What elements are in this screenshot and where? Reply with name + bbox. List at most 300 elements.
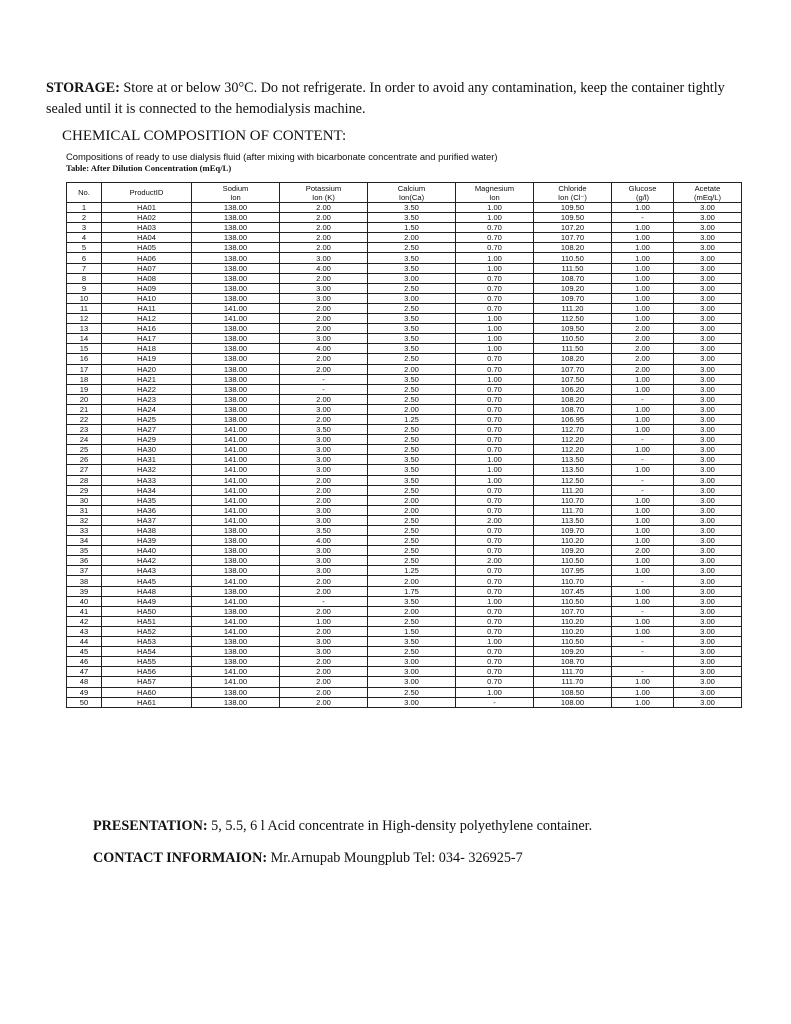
header-acetate xyxy=(674,183,742,203)
cell-potassium: 2.00 xyxy=(280,203,368,213)
cell-sodium: 141.00 xyxy=(192,455,280,465)
cell-sodium: 138.00 xyxy=(192,263,280,273)
cell-magnesium: 1.00 xyxy=(456,687,534,697)
cell-acetate: 3.00 xyxy=(674,606,742,616)
cell-glucose: 1.00 xyxy=(612,596,674,606)
cell-acetate: 3.00 xyxy=(674,526,742,536)
cell-product-id: HA07 xyxy=(102,263,192,273)
cell-magnesium: 0.70 xyxy=(456,526,534,536)
cell-chloride: 106.20 xyxy=(534,384,612,394)
cell-no: 46 xyxy=(67,657,102,667)
cell-glucose: 1.00 xyxy=(612,243,674,253)
cell-chloride: 107.20 xyxy=(534,223,612,233)
cell-acetate: 3.00 xyxy=(674,455,742,465)
cell-calcium: 2.50 xyxy=(368,394,456,404)
cell-calcium: 3.50 xyxy=(368,334,456,344)
cell-magnesium: 0.70 xyxy=(456,677,534,687)
cell-sodium: 138.00 xyxy=(192,687,280,697)
cell-product-id: HA60 xyxy=(102,687,192,697)
cell-sodium: 138.00 xyxy=(192,647,280,657)
cell-chloride: 108.50 xyxy=(534,687,612,697)
cell-acetate: 3.00 xyxy=(674,536,742,546)
cell-calcium: 3.50 xyxy=(368,596,456,606)
cell-sodium: 138.00 xyxy=(192,526,280,536)
cell-product-id: HA32 xyxy=(102,465,192,475)
cell-sodium: 138.00 xyxy=(192,546,280,556)
cell-calcium: 3.50 xyxy=(368,465,456,475)
table-row xyxy=(67,354,742,364)
cell-glucose: 1.00 xyxy=(612,515,674,525)
cell-acetate: 3.00 xyxy=(674,364,742,374)
cell-potassium: - xyxy=(280,596,368,606)
cell-potassium: 3.00 xyxy=(280,334,368,344)
cell-magnesium: 0.70 xyxy=(456,546,534,556)
table-row xyxy=(67,626,742,636)
header-potassium-line: Ion (K) xyxy=(312,192,335,202)
cell-sodium: 138.00 xyxy=(192,586,280,596)
cell-magnesium: - xyxy=(456,697,534,707)
cell-acetate: 3.00 xyxy=(674,616,742,626)
cell-potassium: 2.00 xyxy=(280,414,368,424)
cell-no: 21 xyxy=(67,404,102,414)
cell-magnesium: 1.00 xyxy=(456,314,534,324)
table-row xyxy=(67,697,742,707)
cell-potassium: 3.00 xyxy=(280,515,368,525)
cell-acetate: 3.00 xyxy=(674,354,742,364)
cell-sodium: 138.00 xyxy=(192,384,280,394)
cell-glucose: 2.00 xyxy=(612,334,674,344)
cell-chloride: 111.50 xyxy=(534,344,612,354)
cell-no: 38 xyxy=(67,576,102,586)
cell-no: 16 xyxy=(67,354,102,364)
cell-no: 1 xyxy=(67,203,102,213)
cell-product-id: HA25 xyxy=(102,414,192,424)
cell-acetate: 3.00 xyxy=(674,495,742,505)
table-row xyxy=(67,384,742,394)
cell-magnesium: 1.00 xyxy=(456,475,534,485)
cell-potassium: 2.00 xyxy=(280,243,368,253)
cell-magnesium: 0.70 xyxy=(456,435,534,445)
cell-acetate: 3.00 xyxy=(674,515,742,525)
cell-no: 39 xyxy=(67,586,102,596)
table-row xyxy=(67,293,742,303)
cell-no: 4 xyxy=(67,233,102,243)
cell-chloride: 111.70 xyxy=(534,667,612,677)
cell-potassium: 2.00 xyxy=(280,303,368,313)
cell-acetate: 3.00 xyxy=(674,435,742,445)
cell-glucose: 1.00 xyxy=(612,384,674,394)
cell-calcium: 2.50 xyxy=(368,384,456,394)
cell-acetate: 3.00 xyxy=(674,273,742,283)
table-row xyxy=(67,536,742,546)
cell-no: 44 xyxy=(67,637,102,647)
header-sodium-line: Ion xyxy=(230,192,241,202)
table-header-row xyxy=(67,183,742,203)
cell-acetate: 3.00 xyxy=(674,596,742,606)
cell-acetate: 3.00 xyxy=(674,505,742,515)
table-row xyxy=(67,475,742,485)
cell-no: 24 xyxy=(67,435,102,445)
cell-potassium: 2.00 xyxy=(280,364,368,374)
cell-chloride: 110.70 xyxy=(534,576,612,586)
cell-calcium: 3.00 xyxy=(368,697,456,707)
cell-potassium: 2.00 xyxy=(280,495,368,505)
cell-acetate: 3.00 xyxy=(674,566,742,576)
cell-calcium: 2.50 xyxy=(368,546,456,556)
cell-magnesium: 0.70 xyxy=(456,576,534,586)
contact-paragraph xyxy=(93,850,753,867)
cell-acetate: 3.00 xyxy=(674,384,742,394)
cell-acetate: 3.00 xyxy=(674,233,742,243)
table-row xyxy=(67,435,742,445)
cell-sodium: 138.00 xyxy=(192,556,280,566)
cell-product-id: HA37 xyxy=(102,515,192,525)
cell-magnesium: 1.00 xyxy=(456,334,534,344)
table-row xyxy=(67,495,742,505)
presentation-text: 5, 5.5, 6 l Acid concentrate in High-density polyethylene container. xyxy=(207,818,593,834)
cell-calcium: 1.50 xyxy=(368,626,456,636)
cell-sodium: 141.00 xyxy=(192,505,280,515)
cell-calcium: 2.50 xyxy=(368,485,456,495)
cell-magnesium: 0.70 xyxy=(456,394,534,404)
storage-paragraph xyxy=(46,78,746,120)
cell-acetate: 3.00 xyxy=(674,425,742,435)
cell-no: 43 xyxy=(67,626,102,636)
cell-product-id: HA36 xyxy=(102,505,192,515)
cell-no: 14 xyxy=(67,334,102,344)
cell-potassium: 3.00 xyxy=(280,637,368,647)
table-body xyxy=(67,203,742,708)
storage-label: STORAGE: xyxy=(46,80,120,96)
cell-chloride: 107.50 xyxy=(534,374,612,384)
header-product-id xyxy=(102,183,192,203)
table-row xyxy=(67,455,742,465)
cell-glucose: - xyxy=(612,213,674,223)
cell-glucose: 1.00 xyxy=(612,687,674,697)
cell-product-id: HA17 xyxy=(102,334,192,344)
cell-calcium: 3.50 xyxy=(368,475,456,485)
cell-sodium: 141.00 xyxy=(192,445,280,455)
cell-magnesium: 2.00 xyxy=(456,556,534,566)
table-row xyxy=(67,283,742,293)
cell-sodium: 141.00 xyxy=(192,425,280,435)
table-row xyxy=(67,414,742,424)
cell-glucose: 1.00 xyxy=(612,223,674,233)
cell-glucose: 1.00 xyxy=(612,374,674,384)
cell-product-id: HA24 xyxy=(102,404,192,414)
cell-calcium: 2.50 xyxy=(368,526,456,536)
cell-glucose: 1.00 xyxy=(612,303,674,313)
cell-potassium: 3.00 xyxy=(280,445,368,455)
cell-sodium: 138.00 xyxy=(192,293,280,303)
cell-calcium: 2.50 xyxy=(368,616,456,626)
cell-magnesium: 0.70 xyxy=(456,626,534,636)
header-glucose-line: (g/l) xyxy=(635,192,650,202)
cell-chloride: 112.50 xyxy=(534,475,612,485)
cell-no: 7 xyxy=(67,263,102,273)
cell-acetate: 3.00 xyxy=(674,203,742,213)
cell-product-id: HA16 xyxy=(102,324,192,334)
cell-magnesium: 0.70 xyxy=(456,606,534,616)
cell-product-id: HA20 xyxy=(102,364,192,374)
table-row xyxy=(67,657,742,667)
cell-chloride: 110.20 xyxy=(534,616,612,626)
cell-no: 11 xyxy=(67,303,102,313)
storage-text: Store at or below 30°C. Do not refrigerate. In order to avoid any contamination, keep the container tightly sealed until it is connected to the hemodialysis machine. xyxy=(46,80,725,117)
cell-acetate: 3.00 xyxy=(674,667,742,677)
cell-chloride: 109.20 xyxy=(534,647,612,657)
cell-acetate: 3.00 xyxy=(674,303,742,313)
cell-calcium: 2.00 xyxy=(368,495,456,505)
cell-chloride: 107.70 xyxy=(534,364,612,374)
presentation-paragraph xyxy=(93,818,753,835)
table-row xyxy=(67,263,742,273)
cell-magnesium: 0.70 xyxy=(456,586,534,596)
header-glucose-line: Glucose xyxy=(628,183,657,193)
cell-product-id: HA11 xyxy=(102,303,192,313)
cell-potassium: 2.00 xyxy=(280,606,368,616)
cell-no: 19 xyxy=(67,384,102,394)
table-row xyxy=(67,374,742,384)
cell-potassium: 2.00 xyxy=(280,273,368,283)
cell-magnesium: 0.70 xyxy=(456,647,534,657)
cell-product-id: HA23 xyxy=(102,394,192,404)
cell-potassium: 2.00 xyxy=(280,667,368,677)
cell-calcium: 3.50 xyxy=(368,213,456,223)
cell-calcium: 3.50 xyxy=(368,344,456,354)
cell-magnesium: 1.00 xyxy=(456,324,534,334)
cell-acetate: 3.00 xyxy=(674,637,742,647)
chemical-composition-title: CHEMICAL COMPOSITION OF CONTENT: xyxy=(62,128,347,144)
cell-calcium: 3.50 xyxy=(368,253,456,263)
cell-acetate: 3.00 xyxy=(674,283,742,293)
table-row xyxy=(67,425,742,435)
cell-chloride: 108.20 xyxy=(534,354,612,364)
header-chloride-line: Ion (Cl⁻) xyxy=(558,192,587,202)
cell-calcium: 2.00 xyxy=(368,606,456,616)
header-chloride-line: Chloride xyxy=(558,183,587,193)
cell-product-id: HA05 xyxy=(102,243,192,253)
cell-glucose: 1.00 xyxy=(612,233,674,243)
cell-sodium: 141.00 xyxy=(192,465,280,475)
cell-potassium: 3.00 xyxy=(280,404,368,414)
cell-acetate: 3.00 xyxy=(674,394,742,404)
cell-product-id: HA08 xyxy=(102,273,192,283)
cell-glucose: 1.00 xyxy=(612,203,674,213)
cell-product-id: HA34 xyxy=(102,485,192,495)
cell-potassium: 2.00 xyxy=(280,233,368,243)
cell-no: 40 xyxy=(67,596,102,606)
cell-glucose: 1.00 xyxy=(612,586,674,596)
cell-magnesium: 1.00 xyxy=(456,465,534,475)
cell-magnesium: 0.70 xyxy=(456,485,534,495)
cell-glucose: - xyxy=(612,667,674,677)
cell-sodium: 141.00 xyxy=(192,303,280,313)
cell-calcium: 2.50 xyxy=(368,536,456,546)
cell-sodium: 138.00 xyxy=(192,253,280,263)
cell-glucose: 2.00 xyxy=(612,344,674,354)
cell-potassium: 2.00 xyxy=(280,697,368,707)
header-calcium-line: Calcium xyxy=(397,183,426,193)
cell-no: 12 xyxy=(67,314,102,324)
cell-sodium: 138.00 xyxy=(192,637,280,647)
cell-calcium: 3.50 xyxy=(368,374,456,384)
table-row xyxy=(67,334,742,344)
cell-calcium: 2.50 xyxy=(368,435,456,445)
cell-no: 32 xyxy=(67,515,102,525)
cell-potassium: 2.00 xyxy=(280,354,368,364)
cell-calcium: 3.50 xyxy=(368,455,456,465)
cell-potassium: 3.00 xyxy=(280,455,368,465)
cell-calcium: 3.00 xyxy=(368,293,456,303)
cell-no: 27 xyxy=(67,465,102,475)
cell-acetate: 3.00 xyxy=(674,344,742,354)
cell-potassium: 1.00 xyxy=(280,616,368,626)
cell-sodium: 138.00 xyxy=(192,697,280,707)
table-row xyxy=(67,616,742,626)
table-row xyxy=(67,566,742,576)
cell-calcium: 3.00 xyxy=(368,667,456,677)
cell-glucose: - xyxy=(612,485,674,495)
cell-acetate: 3.00 xyxy=(674,546,742,556)
cell-calcium: 2.00 xyxy=(368,233,456,243)
cell-no: 50 xyxy=(67,697,102,707)
cell-acetate: 3.00 xyxy=(674,243,742,253)
cell-potassium: 2.00 xyxy=(280,475,368,485)
cell-calcium: 3.00 xyxy=(368,657,456,667)
cell-sodium: 141.00 xyxy=(192,485,280,495)
cell-no: 9 xyxy=(67,283,102,293)
header-acetate-line: (mEq/L) xyxy=(693,192,721,202)
cell-acetate: 3.00 xyxy=(674,647,742,657)
cell-calcium: 2.50 xyxy=(368,354,456,364)
cell-magnesium: 0.70 xyxy=(456,273,534,283)
cell-acetate: 3.00 xyxy=(674,213,742,223)
cell-no: 6 xyxy=(67,253,102,263)
cell-chloride: 110.70 xyxy=(534,495,612,505)
cell-potassium: 3.00 xyxy=(280,505,368,515)
cell-calcium: 2.50 xyxy=(368,556,456,566)
cell-chloride: 110.50 xyxy=(534,556,612,566)
cell-calcium: 3.50 xyxy=(368,637,456,647)
cell-no: 47 xyxy=(67,667,102,677)
cell-magnesium: 0.70 xyxy=(456,536,534,546)
cell-glucose: 1.00 xyxy=(612,626,674,636)
cell-glucose: 1.00 xyxy=(612,283,674,293)
table-row xyxy=(67,485,742,495)
cell-magnesium: 0.70 xyxy=(456,293,534,303)
cell-sodium: 141.00 xyxy=(192,475,280,485)
cell-potassium: 3.00 xyxy=(280,546,368,556)
cell-sodium: 138.00 xyxy=(192,243,280,253)
cell-potassium: 2.00 xyxy=(280,324,368,334)
cell-product-id: HA56 xyxy=(102,667,192,677)
cell-glucose: 1.00 xyxy=(612,293,674,303)
cell-magnesium: 2.00 xyxy=(456,515,534,525)
cell-no: 42 xyxy=(67,616,102,626)
cell-magnesium: 1.00 xyxy=(456,596,534,606)
cell-sodium: 141.00 xyxy=(192,576,280,586)
cell-acetate: 3.00 xyxy=(674,485,742,495)
cell-no: 28 xyxy=(67,475,102,485)
cell-magnesium: 0.70 xyxy=(456,243,534,253)
cell-sodium: 141.00 xyxy=(192,616,280,626)
cell-product-id: HA39 xyxy=(102,536,192,546)
cell-chloride: 109.20 xyxy=(534,546,612,556)
cell-no: 10 xyxy=(67,293,102,303)
cell-glucose: 1.00 xyxy=(612,526,674,536)
cell-magnesium: 1.00 xyxy=(456,253,534,263)
table-row xyxy=(67,233,742,243)
cell-potassium: 2.00 xyxy=(280,576,368,586)
cell-chloride: 113.50 xyxy=(534,515,612,525)
cell-acetate: 3.00 xyxy=(674,404,742,414)
cell-potassium: 3.00 xyxy=(280,435,368,445)
cell-chloride: 111.70 xyxy=(534,677,612,687)
cell-product-id: HA01 xyxy=(102,203,192,213)
cell-calcium: 2.00 xyxy=(368,505,456,515)
cell-chloride: 108.70 xyxy=(534,273,612,283)
cell-potassium: 2.00 xyxy=(280,485,368,495)
composition-table xyxy=(66,182,742,708)
cell-sodium: 138.00 xyxy=(192,606,280,616)
cell-product-id: HA30 xyxy=(102,445,192,455)
cell-acetate: 3.00 xyxy=(674,314,742,324)
cell-sodium: 138.00 xyxy=(192,374,280,384)
cell-chloride: 109.50 xyxy=(534,203,612,213)
cell-magnesium: 0.70 xyxy=(456,384,534,394)
cell-chloride: 110.50 xyxy=(534,334,612,344)
cell-chloride: 107.70 xyxy=(534,233,612,243)
table-row xyxy=(67,687,742,697)
cell-calcium: 2.50 xyxy=(368,445,456,455)
header-magnesium-line: Ion xyxy=(489,192,500,202)
cell-calcium: 2.50 xyxy=(368,687,456,697)
cell-product-id: HA51 xyxy=(102,616,192,626)
cell-chloride: 110.20 xyxy=(534,626,612,636)
cell-glucose: 1.00 xyxy=(612,556,674,566)
cell-magnesium: 0.70 xyxy=(456,566,534,576)
cell-acetate: 3.00 xyxy=(674,657,742,667)
cell-calcium: 2.00 xyxy=(368,576,456,586)
cell-glucose: 1.00 xyxy=(612,566,674,576)
cell-no: 8 xyxy=(67,273,102,283)
cell-product-id: HA53 xyxy=(102,637,192,647)
cell-magnesium: 0.70 xyxy=(456,233,534,243)
cell-chloride: 112.20 xyxy=(534,435,612,445)
cell-product-id: HA35 xyxy=(102,495,192,505)
cell-potassium: 3.00 xyxy=(280,293,368,303)
header-calcium-line: Ion(Ca) xyxy=(398,192,425,202)
cell-magnesium: 0.70 xyxy=(456,616,534,626)
cell-potassium: 4.00 xyxy=(280,263,368,273)
cell-glucose: 1.00 xyxy=(612,404,674,414)
cell-chloride: 107.70 xyxy=(534,606,612,616)
cell-glucose: - xyxy=(612,637,674,647)
header-product-id-line: ProductID xyxy=(129,188,164,197)
cell-sodium: 141.00 xyxy=(192,435,280,445)
cell-product-id: HA45 xyxy=(102,576,192,586)
cell-magnesium: 0.70 xyxy=(456,505,534,515)
cell-sodium: 138.00 xyxy=(192,364,280,374)
cell-acetate: 3.00 xyxy=(674,586,742,596)
cell-no: 31 xyxy=(67,505,102,515)
cell-potassium: 3.00 xyxy=(280,556,368,566)
cell-potassium: 3.00 xyxy=(280,253,368,263)
cell-magnesium: 1.00 xyxy=(456,374,534,384)
cell-magnesium: 0.70 xyxy=(456,283,534,293)
cell-sodium: 138.00 xyxy=(192,223,280,233)
